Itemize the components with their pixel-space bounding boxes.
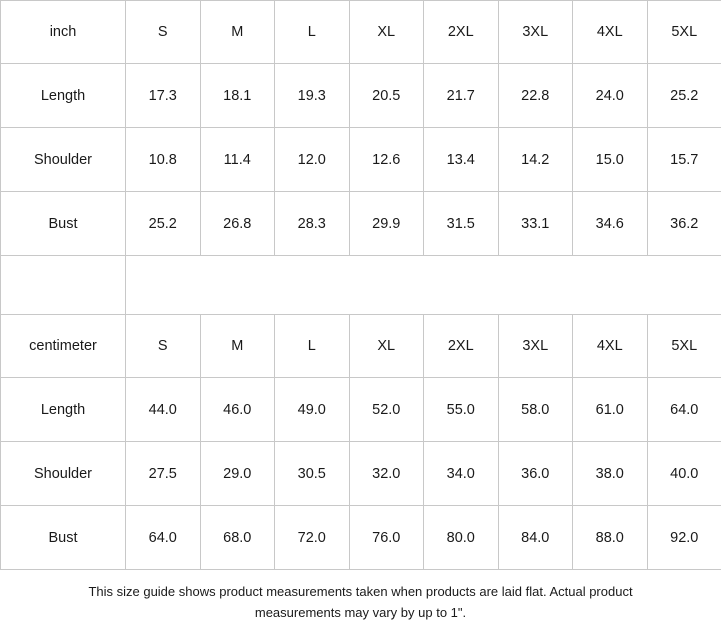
inch-bust-s: 25.2 [126, 192, 201, 256]
cm-shoulder-xl: 32.0 [349, 442, 424, 506]
cm-bust-2xl: 80.0 [424, 506, 499, 570]
cm-size-header-l: L [275, 315, 350, 378]
cm-shoulder-l: 30.5 [275, 442, 350, 506]
inch-length-m: 18.1 [200, 64, 275, 128]
spacer-cell [573, 256, 648, 315]
cm-length-xl: 52.0 [349, 378, 424, 442]
cm-length-m: 46.0 [200, 378, 275, 442]
table-row [1, 64, 721, 128]
cm-length-2xl: 55.0 [424, 378, 499, 442]
inch-header-row [1, 1, 721, 64]
inch-shoulder-s: 10.8 [126, 128, 201, 192]
inch-bust-2xl: 31.5 [424, 192, 499, 256]
cm-row-label-shoulder: Shoulder [1, 442, 126, 506]
cm-bust-s: 64.0 [126, 506, 201, 570]
inch-shoulder-l: 12.0 [275, 128, 350, 192]
cm-row-label-length: Length [1, 378, 126, 442]
inch-shoulder-4xl: 15.0 [573, 128, 648, 192]
cm-bust-l: 72.0 [275, 506, 350, 570]
inch-shoulder-5xl: 15.7 [647, 128, 721, 192]
inch-size-header-xl: XL [349, 1, 424, 64]
cm-header-row [1, 315, 721, 378]
inch-unit-label: inch [1, 1, 126, 64]
footnote-line-1: This size guide shows product measurements taken when products are laid flat. Actual product [88, 583, 633, 599]
cm-size-header-xl: XL [349, 315, 424, 378]
spacer-cell [200, 256, 275, 315]
inch-size-header-4xl: 4XL [573, 1, 648, 64]
cm-shoulder-m: 29.0 [200, 442, 275, 506]
cm-shoulder-3xl: 36.0 [498, 442, 573, 506]
cm-bust-3xl: 84.0 [498, 506, 573, 570]
inch-length-xl: 20.5 [349, 64, 424, 128]
cm-length-4xl: 61.0 [573, 378, 648, 442]
cm-bust-4xl: 88.0 [573, 506, 648, 570]
cm-shoulder-2xl: 34.0 [424, 442, 499, 506]
cm-row-label-bust: Bust [1, 506, 126, 570]
table-row [1, 192, 721, 256]
cm-length-s: 44.0 [126, 378, 201, 442]
inch-size-header-s: S [126, 1, 201, 64]
cm-size-header-3xl: 3XL [498, 315, 573, 378]
spacer-cell [1, 256, 126, 315]
inch-size-header-3xl: 3XL [498, 1, 573, 64]
cm-size-header-5xl: 5XL [647, 315, 721, 378]
inch-length-2xl: 21.7 [424, 64, 499, 128]
spacer-cell [424, 256, 499, 315]
size-chart-footnote [0, 570, 721, 634]
cm-length-5xl: 64.0 [647, 378, 721, 442]
cm-size-header-4xl: 4XL [573, 315, 648, 378]
inch-bust-5xl: 36.2 [647, 192, 721, 256]
cm-size-header-2xl: 2XL [424, 315, 499, 378]
inch-row-label-length: Length [1, 64, 126, 128]
spacer-cell [498, 256, 573, 315]
cm-size-header-s: S [126, 315, 201, 378]
inch-length-3xl: 22.8 [498, 64, 573, 128]
table-row [1, 506, 721, 570]
inch-bust-3xl: 33.1 [498, 192, 573, 256]
inch-bust-4xl: 34.6 [573, 192, 648, 256]
inch-size-header-2xl: 2XL [424, 1, 499, 64]
inch-size-header-l: L [275, 1, 350, 64]
cm-shoulder-s: 27.5 [126, 442, 201, 506]
inch-size-header-5xl: 5XL [647, 1, 721, 64]
table-spacer-row [1, 256, 721, 315]
cm-length-l: 49.0 [275, 378, 350, 442]
cm-bust-m: 68.0 [200, 506, 275, 570]
inch-length-4xl: 24.0 [573, 64, 648, 128]
inch-bust-m: 26.8 [200, 192, 275, 256]
inch-length-l: 19.3 [275, 64, 350, 128]
inch-length-5xl: 25.2 [647, 64, 721, 128]
cm-size-header-m: M [200, 315, 275, 378]
inch-bust-xl: 29.9 [349, 192, 424, 256]
spacer-cell [647, 256, 721, 315]
table-row [1, 378, 721, 442]
inch-shoulder-3xl: 14.2 [498, 128, 573, 192]
inch-shoulder-xl: 12.6 [349, 128, 424, 192]
cm-bust-xl: 76.0 [349, 506, 424, 570]
table-row [1, 128, 721, 192]
inch-bust-l: 28.3 [275, 192, 350, 256]
cm-shoulder-4xl: 38.0 [573, 442, 648, 506]
cm-shoulder-5xl: 40.0 [647, 442, 721, 506]
table-row [1, 442, 721, 506]
inch-length-s: 17.3 [126, 64, 201, 128]
cm-unit-label: centimeter [1, 315, 126, 378]
inch-shoulder-2xl: 13.4 [424, 128, 499, 192]
inch-shoulder-m: 11.4 [200, 128, 275, 192]
spacer-cell [349, 256, 424, 315]
inch-size-header-m: M [200, 1, 275, 64]
cm-length-3xl: 58.0 [498, 378, 573, 442]
inch-row-label-shoulder: Shoulder [1, 128, 126, 192]
footnote-line-2: measurements may vary by up to 1". [254, 605, 467, 620]
cm-bust-5xl: 92.0 [647, 506, 721, 570]
spacer-cell [275, 256, 350, 315]
spacer-cell [126, 256, 201, 315]
inch-row-label-bust: Bust [1, 192, 126, 256]
